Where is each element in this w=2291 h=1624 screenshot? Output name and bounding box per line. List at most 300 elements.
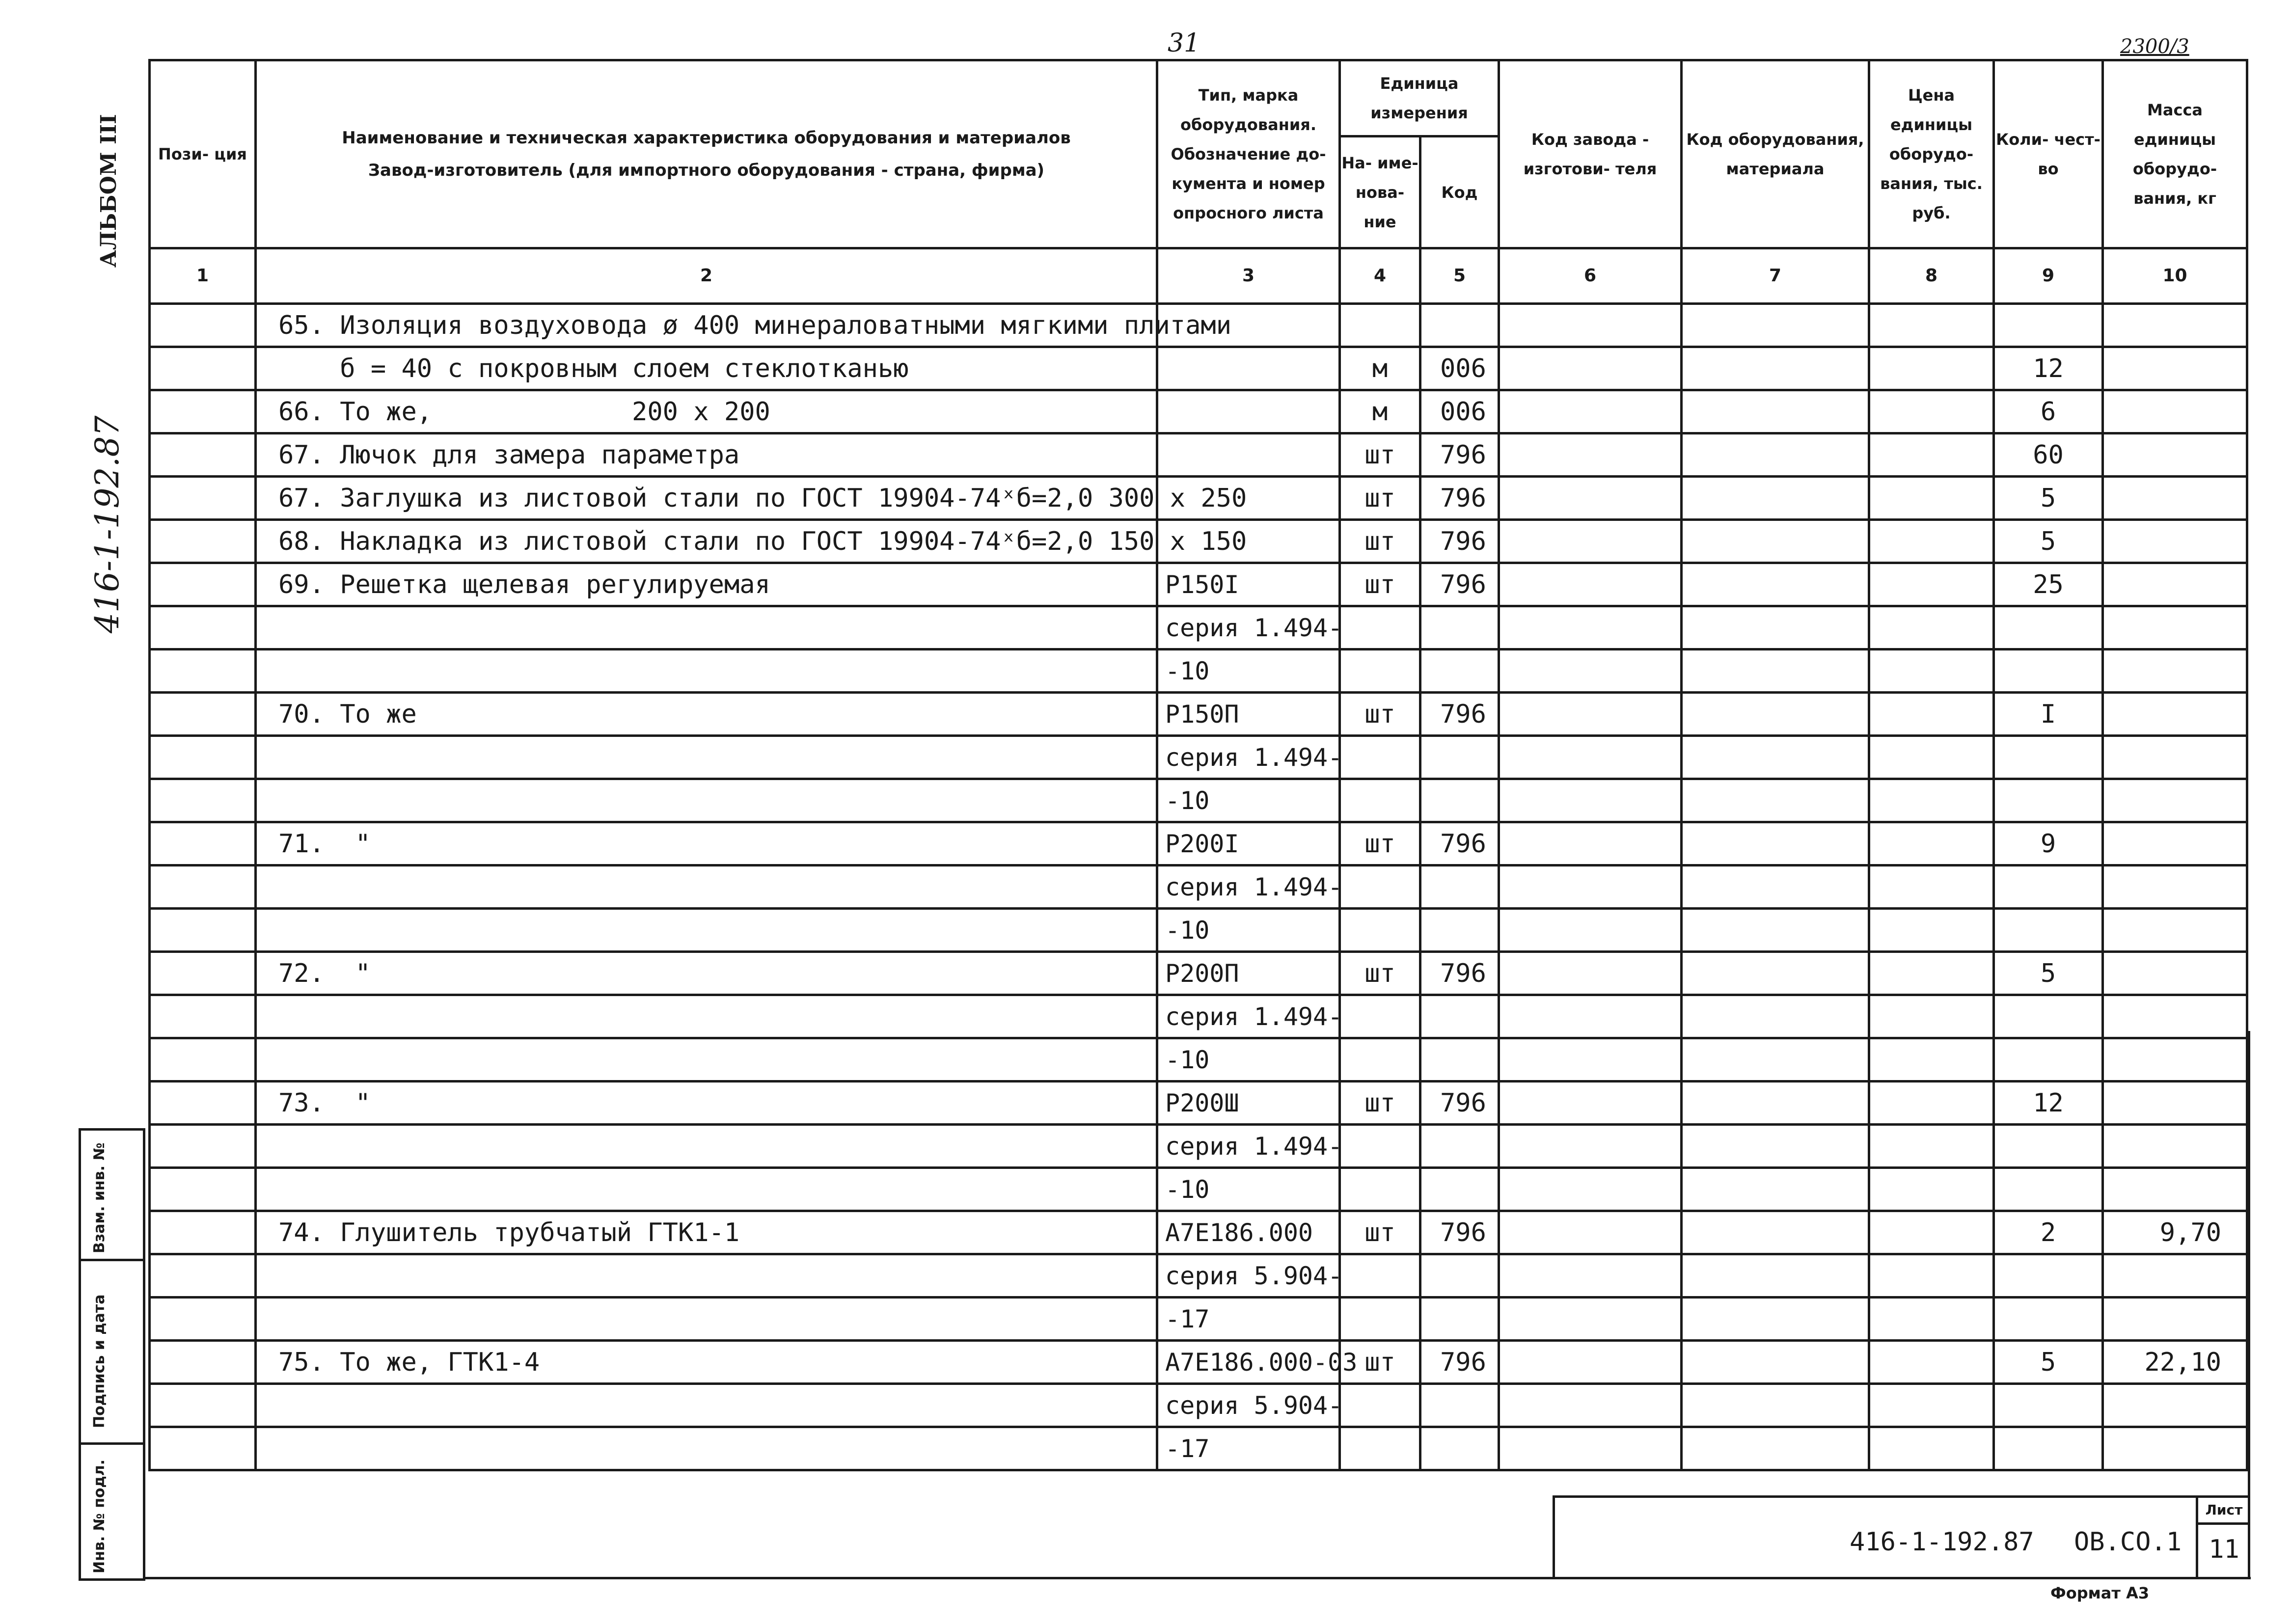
cell-mass (2103, 390, 2247, 433)
cell-name (256, 1384, 1157, 1427)
table-row (150, 866, 2247, 909)
cell-position (150, 304, 256, 347)
cell-position (150, 952, 256, 995)
cell-type (1157, 433, 1340, 477)
cell-type: -17 (1157, 1298, 1340, 1341)
table-row (150, 1211, 2247, 1254)
corner-mark: 2300/3 (2120, 35, 2189, 58)
cell-unit-code: 006 (1420, 347, 1499, 390)
cell-name (256, 909, 1157, 952)
cell-mass (2103, 477, 2247, 520)
table-row (150, 1038, 2247, 1082)
cell-price (1869, 1298, 1994, 1341)
cell-name (256, 866, 1157, 909)
cell-equipment-code (1682, 563, 1869, 606)
cell-equipment-code (1682, 1038, 1869, 1082)
title-block-doc-code: ОВ.СО.1 (2074, 1527, 2182, 1557)
cell-quantity: 12 (1994, 347, 2103, 390)
cell-unit (1340, 1427, 1420, 1470)
title-block-doc (1850, 1527, 2182, 1557)
cell-price (1869, 563, 1994, 606)
cell-unit-code (1420, 606, 1499, 650)
cell-price (1869, 1038, 1994, 1082)
cell-unit (1340, 650, 1420, 693)
header-name-line2: Завод-изготовитель (для импортного оборудования - страна, фирма) (368, 161, 1045, 180)
cell-equipment-code (1682, 736, 1869, 779)
cell-mass (2103, 736, 2247, 779)
table-row (150, 1427, 2247, 1470)
cell-unit-code: 796 (1420, 822, 1499, 866)
cell-equipment-code (1682, 822, 1869, 866)
cell-unit (1340, 1254, 1420, 1298)
cell-mass (2103, 693, 2247, 736)
cell-position (150, 1168, 256, 1211)
cell-quantity (1994, 1427, 2103, 1470)
col-number: 4 (1340, 248, 1420, 304)
title-block-doc-number: 416-1-192.87 (1850, 1527, 2034, 1557)
cell-unit-code (1420, 304, 1499, 347)
cell-equipment-code (1682, 1254, 1869, 1298)
cell-plant-code (1499, 1254, 1682, 1298)
cell-mass (2103, 304, 2247, 347)
cell-name: 69. Решетка щелевая регулируемая (256, 563, 1157, 606)
cell-mass (2103, 1168, 2247, 1211)
stamp-signature-date (81, 1261, 143, 1445)
cell-mass (2103, 1082, 2247, 1125)
cell-price (1869, 909, 1994, 952)
cell-equipment-code (1682, 390, 1869, 433)
cell-price (1869, 390, 1994, 433)
header-unit-group: Единица измерения (1340, 60, 1499, 136)
header-equipment-code: Код оборудования, материала (1682, 60, 1869, 248)
cell-plant-code (1499, 304, 1682, 347)
cell-quantity (1994, 736, 2103, 779)
cell-type: -10 (1157, 1168, 1340, 1211)
cell-position (150, 347, 256, 390)
cell-name (256, 1125, 1157, 1168)
cell-unit (1340, 866, 1420, 909)
cell-unit-code: 796 (1420, 693, 1499, 736)
cell-name (256, 606, 1157, 650)
table-row (150, 650, 2247, 693)
cell-position (150, 1082, 256, 1125)
cell-type: -10 (1157, 1038, 1340, 1082)
cell-quantity (1994, 1384, 2103, 1427)
col-number: 6 (1499, 248, 1682, 304)
cell-equipment-code (1682, 952, 1869, 995)
cell-name (256, 1298, 1157, 1341)
cell-plant-code (1499, 347, 1682, 390)
cell-mass (2103, 1298, 2247, 1341)
cell-price (1869, 1254, 1994, 1298)
cell-position (150, 909, 256, 952)
cell-name (256, 1254, 1157, 1298)
cell-equipment-code (1682, 606, 1869, 650)
cell-position (150, 1038, 256, 1082)
cell-unit: шт (1340, 433, 1420, 477)
cell-unit-code (1420, 1254, 1499, 1298)
cell-plant-code (1499, 606, 1682, 650)
cell-position (150, 1384, 256, 1427)
cell-position (150, 433, 256, 477)
cell-mass: 22,10 (2103, 1341, 2247, 1384)
cell-quantity: 9 (1994, 822, 2103, 866)
cell-unit-code (1420, 779, 1499, 822)
header-unit-code: Код (1420, 136, 1499, 248)
title-block (1553, 1495, 2250, 1579)
cell-quantity (1994, 1254, 2103, 1298)
cell-price (1869, 1125, 1994, 1168)
stamp-original-inv (81, 1445, 143, 1583)
cell-mass (2103, 520, 2247, 563)
cell-type: Р150П (1157, 693, 1340, 736)
sheet-label: Лист (2198, 1498, 2250, 1525)
cell-equipment-code (1682, 304, 1869, 347)
cell-quantity: I (1994, 693, 2103, 736)
cell-unit: м (1340, 347, 1420, 390)
col-number: 9 (1994, 248, 2103, 304)
table-row (150, 1082, 2247, 1125)
cell-unit: шт (1340, 822, 1420, 866)
cell-quantity: 25 (1994, 563, 2103, 606)
cell-type: -10 (1157, 909, 1340, 952)
cell-plant-code (1499, 822, 1682, 866)
cell-mass (2103, 1254, 2247, 1298)
cell-plant-code (1499, 866, 1682, 909)
cell-plant-code (1499, 1211, 1682, 1254)
cell-equipment-code (1682, 433, 1869, 477)
cell-type: Р200Ш (1157, 1082, 1340, 1125)
col-number: 3 (1157, 248, 1340, 304)
cell-type: серия 5.904- (1157, 1384, 1340, 1427)
header-price: Цена единицы оборудо- вания, тыс. руб. (1869, 60, 1994, 248)
cell-price (1869, 1427, 1994, 1470)
cell-position (150, 1298, 256, 1341)
cell-unit-code (1420, 1125, 1499, 1168)
cell-price (1869, 1082, 1994, 1125)
cell-quantity: 5 (1994, 477, 2103, 520)
cell-equipment-code (1682, 779, 1869, 822)
cell-type (1157, 390, 1340, 433)
cell-quantity (1994, 995, 2103, 1038)
cell-unit-code: 796 (1420, 1211, 1499, 1254)
cell-equipment-code (1682, 347, 1869, 390)
cell-equipment-code (1682, 1427, 1869, 1470)
table-row (150, 995, 2247, 1038)
page-mark: 31 (1168, 28, 1200, 58)
cell-mass (2103, 952, 2247, 995)
cell-plant-code (1499, 693, 1682, 736)
cell-mass (2103, 822, 2247, 866)
cell-plant-code (1499, 1384, 1682, 1427)
cell-equipment-code (1682, 866, 1869, 909)
col-number: 1 (150, 248, 256, 304)
cell-mass (2103, 1427, 2247, 1470)
header-name (256, 60, 1157, 248)
cell-name: 70. То же (256, 693, 1157, 736)
cell-plant-code (1499, 1341, 1682, 1384)
cell-quantity: 2 (1994, 1211, 2103, 1254)
cell-unit-code (1420, 1298, 1499, 1341)
cell-equipment-code (1682, 693, 1869, 736)
cell-position (150, 650, 256, 693)
table-row (150, 1341, 2247, 1384)
table-row (150, 779, 2247, 822)
cell-unit-code (1420, 736, 1499, 779)
cell-position (150, 1427, 256, 1470)
cell-type: серия 5.904- (1157, 1254, 1340, 1298)
cell-unit-code (1420, 1384, 1499, 1427)
cell-price (1869, 822, 1994, 866)
cell-unit-code (1420, 1427, 1499, 1470)
cell-name: 68. Накладка из листовой стали по ГОСТ 19904-74ˣб=2,0 150 х 150 (256, 520, 1157, 563)
cell-price (1869, 304, 1994, 347)
cell-plant-code (1499, 650, 1682, 693)
cell-type (1157, 347, 1340, 390)
cell-unit (1340, 1168, 1420, 1211)
cell-unit-code: 796 (1420, 952, 1499, 995)
cell-type: серия 1.494- (1157, 995, 1340, 1038)
cell-type: Р200I (1157, 822, 1340, 866)
cell-unit: м (1340, 390, 1420, 433)
cell-equipment-code (1682, 1211, 1869, 1254)
cell-unit: шт (1340, 563, 1420, 606)
table-row (150, 390, 2247, 433)
cell-name (256, 1427, 1157, 1470)
table-row (150, 347, 2247, 390)
cell-position (150, 390, 256, 433)
header-name-line1: Наименование и техническая характеристика оборудования и материалов (342, 128, 1071, 148)
cell-unit (1340, 909, 1420, 952)
cell-position (150, 606, 256, 650)
cell-price (1869, 650, 1994, 693)
cell-position (150, 822, 256, 866)
sheet-box (2196, 1498, 2250, 1579)
cell-quantity (1994, 606, 2103, 650)
cell-unit (1340, 606, 1420, 650)
table-row (150, 822, 2247, 866)
cell-quantity: 12 (1994, 1082, 2103, 1125)
cell-unit-code: 796 (1420, 520, 1499, 563)
cell-name: 65. Изоляция воздуховода ø 400 минераловатными мягкими плитами (256, 304, 1157, 347)
cell-unit (1340, 1125, 1420, 1168)
header-quantity: Коли- чест- во (1994, 60, 2103, 248)
cell-price (1869, 1211, 1994, 1254)
cell-price (1869, 477, 1994, 520)
col-number: 7 (1682, 248, 1869, 304)
table-row (150, 477, 2247, 520)
table-row (150, 1384, 2247, 1427)
cell-type: серия 1.494- (1157, 1125, 1340, 1168)
cell-unit (1340, 995, 1420, 1038)
cell-equipment-code (1682, 477, 1869, 520)
cell-type: А7Е186.000 (1157, 1211, 1340, 1254)
doc-number-handwritten: 416-1-192.87 (88, 415, 126, 633)
cell-type: Р200П (1157, 952, 1340, 995)
cell-position (150, 1341, 256, 1384)
cell-unit-code: 796 (1420, 477, 1499, 520)
cell-type: серия 1.494- (1157, 866, 1340, 909)
cell-equipment-code (1682, 1298, 1869, 1341)
cell-unit-code: 006 (1420, 390, 1499, 433)
cell-quantity: 5 (1994, 1341, 2103, 1384)
cell-mass (2103, 995, 2247, 1038)
cell-plant-code (1499, 909, 1682, 952)
cell-name (256, 995, 1157, 1038)
cell-name: 73. " (256, 1082, 1157, 1125)
cell-unit-code (1420, 1038, 1499, 1082)
table-row (150, 433, 2247, 477)
cell-mass (2103, 909, 2247, 952)
header-unit-name: На- име- нова- ние (1340, 136, 1420, 248)
cell-plant-code (1499, 1038, 1682, 1082)
cell-unit-code (1420, 909, 1499, 952)
col-number: 2 (256, 248, 1157, 304)
cell-unit: шт (1340, 952, 1420, 995)
cell-name: 71. " (256, 822, 1157, 866)
col-number: 5 (1420, 248, 1499, 304)
cell-plant-code (1499, 433, 1682, 477)
table-row (150, 520, 2247, 563)
cell-plant-code (1499, 1125, 1682, 1168)
cell-price (1869, 995, 1994, 1038)
cell-price (1869, 779, 1994, 822)
cell-mass (2103, 1038, 2247, 1082)
header-position: Пози- ция (150, 60, 256, 248)
cell-type: серия 1.494- (1157, 606, 1340, 650)
cell-plant-code (1499, 563, 1682, 606)
cell-unit-code: 796 (1420, 433, 1499, 477)
cell-unit (1340, 304, 1420, 347)
cell-name: 67. Заглушка из листовой стали по ГОСТ 19904-74ˣб=2,0 300 х 250 (256, 477, 1157, 520)
col-number: 8 (1869, 248, 1994, 304)
cell-quantity (1994, 779, 2103, 822)
stamp-original-inv-label: Инв. № подл. (91, 1459, 108, 1573)
cell-type: Р150I (1157, 563, 1340, 606)
stamp-replace-inv-label: Взам. инв. № (91, 1142, 108, 1253)
cell-plant-code (1499, 390, 1682, 433)
cell-name: 66. То же, 200 х 200 (256, 390, 1157, 433)
cell-mass (2103, 563, 2247, 606)
cell-position (150, 563, 256, 606)
cell-equipment-code (1682, 1082, 1869, 1125)
table-row (150, 952, 2247, 995)
header-mass: Масса единицы оборудо- вания, кг (2103, 60, 2247, 248)
cell-plant-code (1499, 1427, 1682, 1470)
cell-unit-code: 796 (1420, 563, 1499, 606)
cell-unit-code: 796 (1420, 1082, 1499, 1125)
cell-price (1869, 347, 1994, 390)
album-label: АЛЬБОМ III (96, 114, 121, 268)
cell-unit-code (1420, 866, 1499, 909)
cell-mass: 9,70 (2103, 1211, 2247, 1254)
cell-position (150, 736, 256, 779)
cell-equipment-code (1682, 995, 1869, 1038)
cell-position (150, 1125, 256, 1168)
cell-unit: шт (1340, 1082, 1420, 1125)
cell-quantity: 6 (1994, 390, 2103, 433)
cell-quantity (1994, 1298, 2103, 1341)
cell-price (1869, 1341, 1994, 1384)
table-row (150, 736, 2247, 779)
cell-mass (2103, 433, 2247, 477)
cell-type: -17 (1157, 1427, 1340, 1470)
cell-name: 72. " (256, 952, 1157, 995)
cell-name: 75. То же, ГТК1-4 (256, 1341, 1157, 1384)
cell-quantity (1994, 1125, 2103, 1168)
cell-plant-code (1499, 952, 1682, 995)
cell-name (256, 650, 1157, 693)
cell-quantity (1994, 866, 2103, 909)
equipment-table (148, 59, 2248, 1471)
stamp-signature-date-label: Подпись и дата (91, 1294, 108, 1428)
sheet-number: 11 (2209, 1535, 2239, 1564)
cell-equipment-code (1682, 650, 1869, 693)
header-plant-code: Код завода - изготови- теля (1499, 60, 1682, 248)
format-label: Формат А3 (2050, 1584, 2150, 1602)
cell-mass (2103, 347, 2247, 390)
cell-position (150, 995, 256, 1038)
cell-unit: шт (1340, 477, 1420, 520)
cell-equipment-code (1682, 1341, 1869, 1384)
cell-unit (1340, 1384, 1420, 1427)
cell-position (150, 1254, 256, 1298)
table-row (150, 1254, 2247, 1298)
cell-equipment-code (1682, 1168, 1869, 1211)
table-row (150, 1168, 2247, 1211)
cell-price (1869, 1384, 1994, 1427)
header-type: Тип, марка оборудования. Обозначение до- кумента и номер опросного листа (1157, 60, 1340, 248)
cell-quantity (1994, 304, 2103, 347)
cell-type: А7Е186.000-03 (1157, 1341, 1340, 1384)
cell-plant-code (1499, 1082, 1682, 1125)
cell-position (150, 779, 256, 822)
cell-type: серия 1.494- (1157, 736, 1340, 779)
table-row (150, 909, 2247, 952)
cell-unit: шт (1340, 1211, 1420, 1254)
cell-unit (1340, 779, 1420, 822)
cell-price (1869, 866, 1994, 909)
cell-quantity (1994, 1038, 2103, 1082)
stamp-column (79, 1128, 145, 1581)
cell-price (1869, 952, 1994, 995)
cell-price (1869, 1168, 1994, 1211)
cell-name: 67. Лючок для замера параметра (256, 433, 1157, 477)
cell-equipment-code (1682, 520, 1869, 563)
col-number: 10 (2103, 248, 2247, 304)
cell-mass (2103, 1125, 2247, 1168)
cell-name: б = 40 с покровным слоем стеклотканью (256, 347, 1157, 390)
cell-position (150, 1211, 256, 1254)
table-row (150, 1298, 2247, 1341)
cell-unit (1340, 1298, 1420, 1341)
cell-plant-code (1499, 1298, 1682, 1341)
cell-mass (2103, 866, 2247, 909)
cell-equipment-code (1682, 909, 1869, 952)
table-row (150, 606, 2247, 650)
cell-type: -10 (1157, 779, 1340, 822)
cell-plant-code (1499, 779, 1682, 822)
cell-name (256, 736, 1157, 779)
stamp-replace-inv (81, 1131, 143, 1261)
cell-unit-code (1420, 650, 1499, 693)
cell-plant-code (1499, 520, 1682, 563)
cell-position (150, 866, 256, 909)
cell-price (1869, 693, 1994, 736)
cell-quantity: 60 (1994, 433, 2103, 477)
cell-plant-code (1499, 995, 1682, 1038)
cell-unit-code (1420, 1168, 1499, 1211)
